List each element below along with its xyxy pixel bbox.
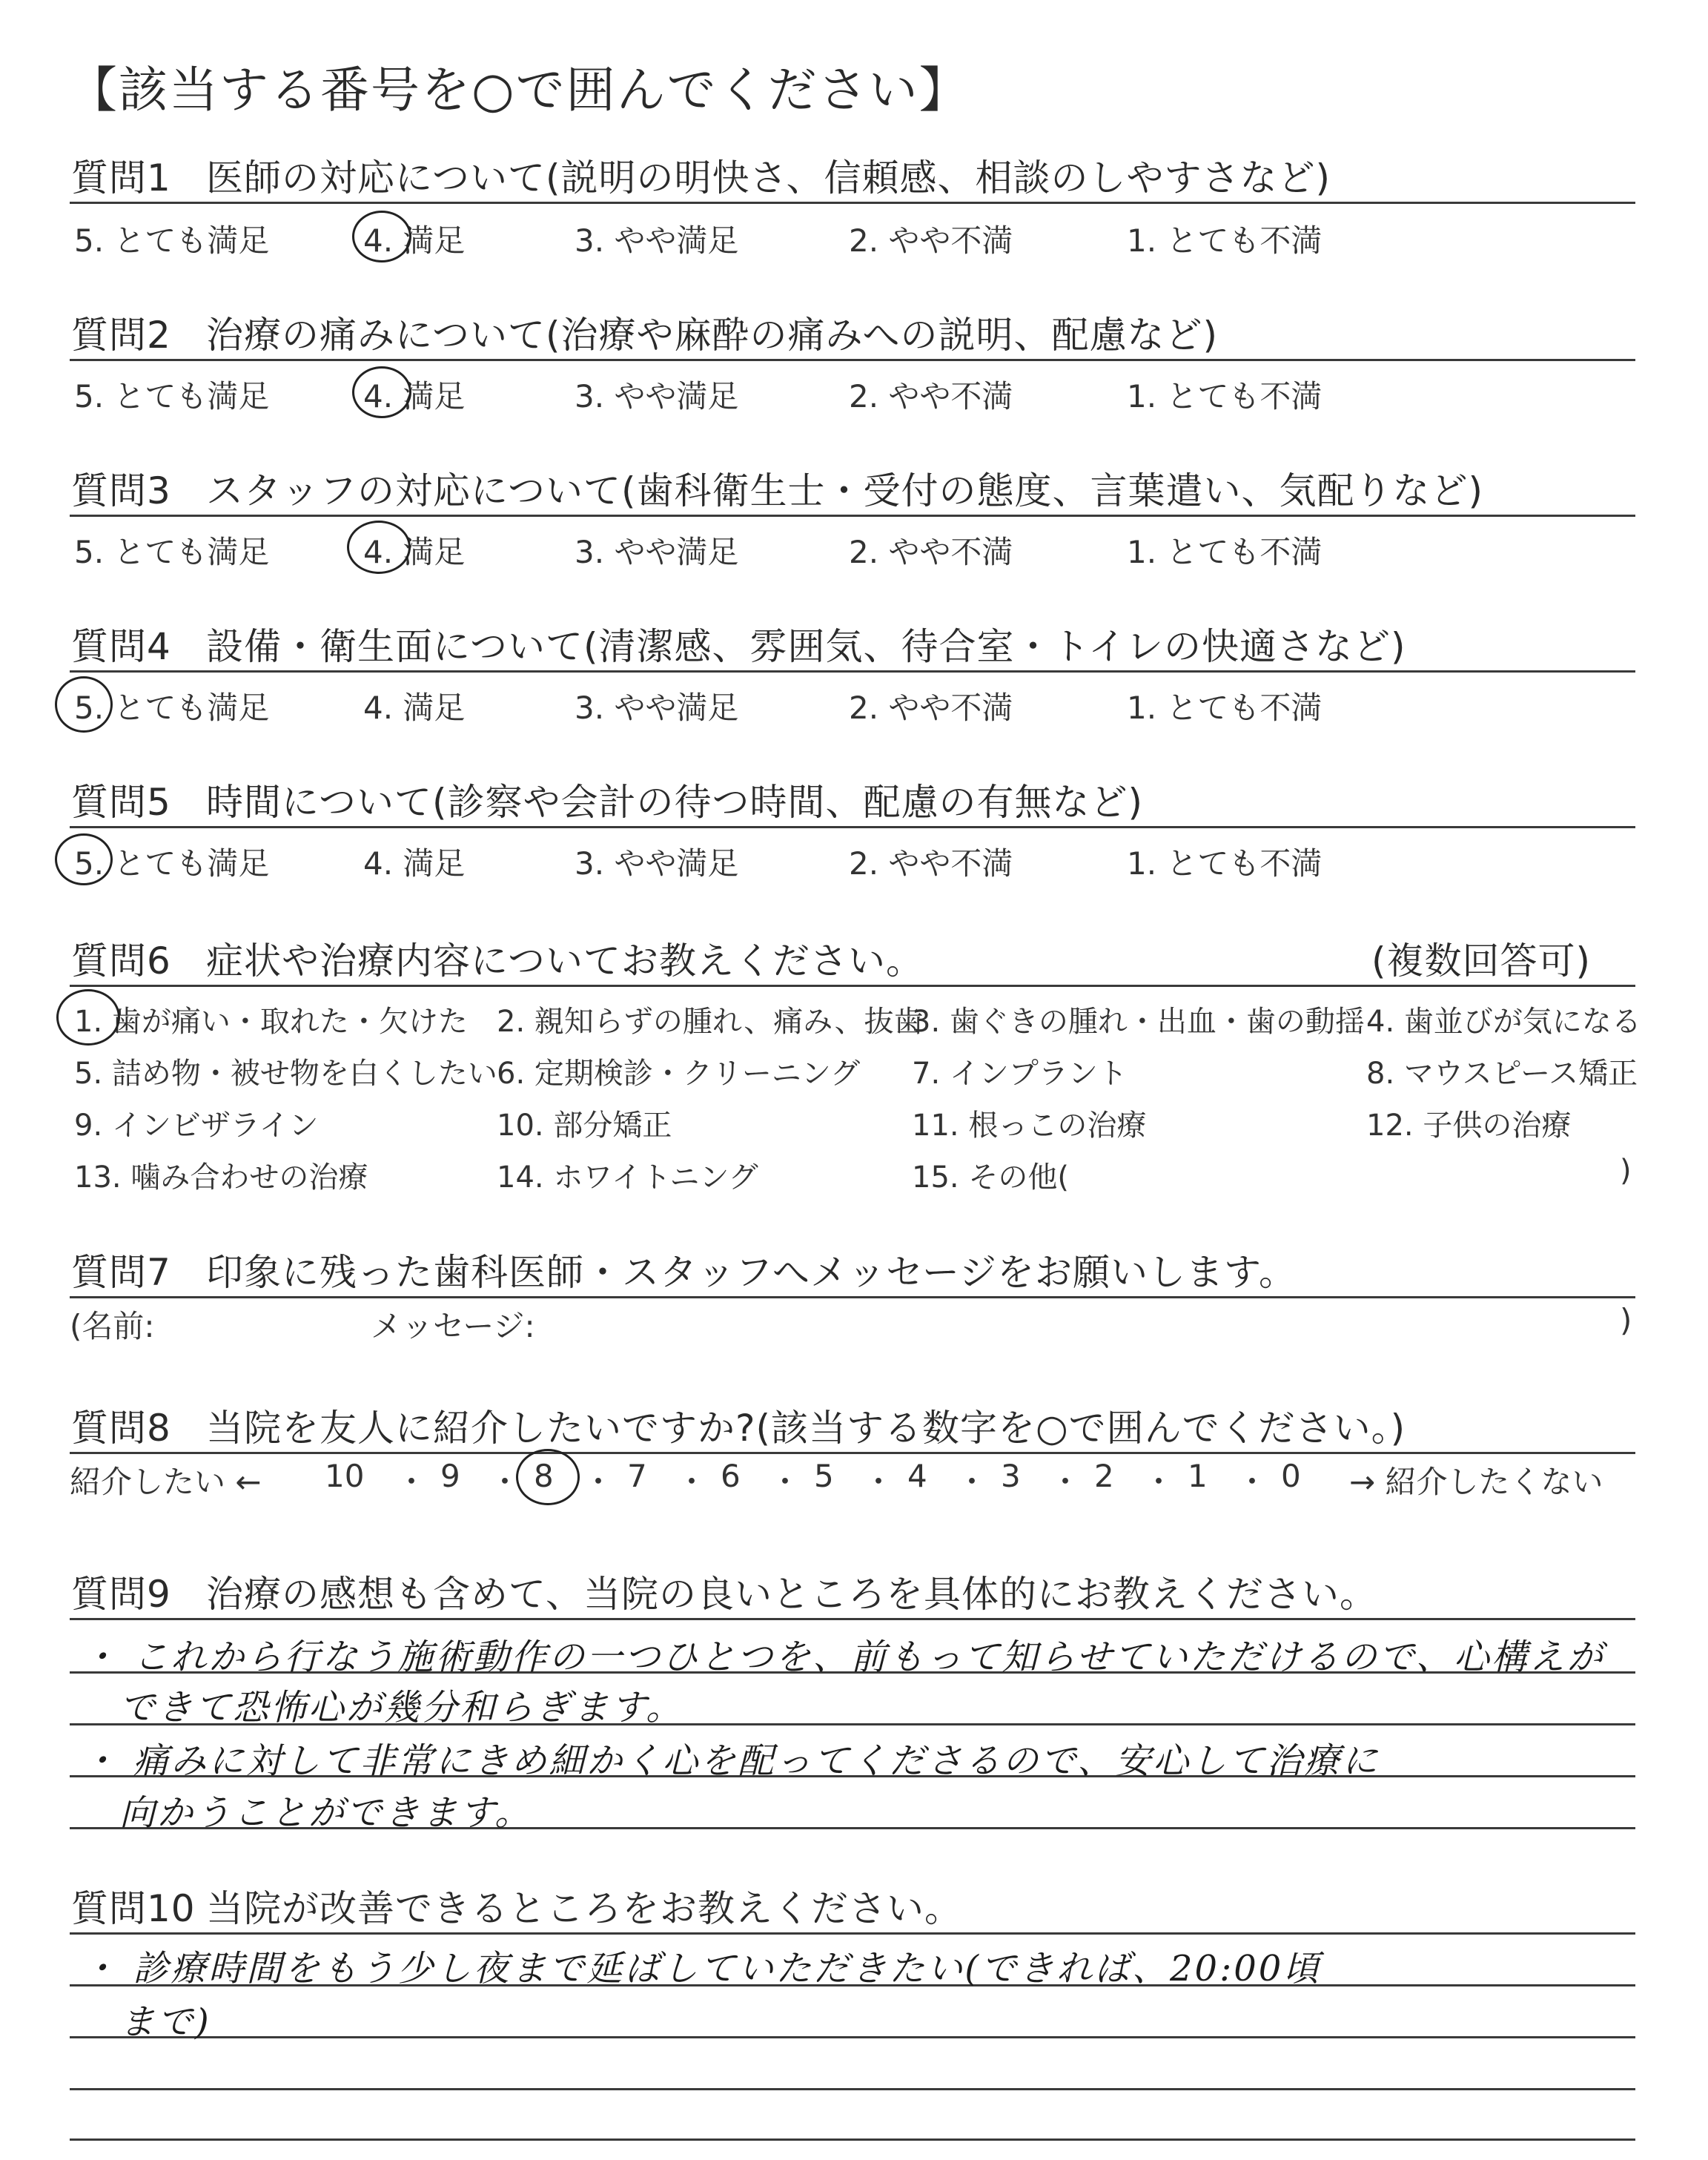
scale-6[interactable]: 6 (721, 1458, 741, 1494)
q6-item-4[interactable]: 4. 歯並びが気になる (1366, 1005, 1641, 1039)
divider (70, 985, 1635, 987)
q5-option-5[interactable]: 5. とても満足 (74, 845, 270, 882)
q6-item-15[interactable]: 15. その他( (912, 1160, 1069, 1195)
divider (70, 515, 1635, 517)
scale-8[interactable]: 8 (534, 1458, 554, 1494)
q6-item-3[interactable]: 3. 歯ぐきの腫れ・出血・歯の動揺 (912, 1005, 1365, 1039)
question-2-label: 質問2 (71, 314, 171, 357)
q6-item-2[interactable]: 2. 親知らずの腫れ、痛み、抜歯 (497, 1005, 924, 1039)
scale-sep: ・ (489, 1464, 521, 1500)
divider (70, 1932, 1635, 1935)
divider (70, 359, 1635, 361)
q1-option-1[interactable]: 1. とても不満 (1127, 222, 1323, 259)
scale-sep: ・ (676, 1464, 708, 1500)
q5-option-1[interactable]: 1. とても不満 (1127, 845, 1323, 882)
q8-selection-circle (516, 1449, 580, 1505)
q1-option-3[interactable]: 3. やや満足 (575, 222, 739, 259)
q1-option-5[interactable]: 5. とても満足 (74, 222, 270, 259)
question-3-label: 質問3 (71, 469, 171, 512)
scale-0[interactable]: 0 (1281, 1458, 1301, 1494)
scale-2[interactable]: 2 (1094, 1458, 1114, 1494)
q4-option-4[interactable]: 4. 満足 (363, 690, 466, 726)
scale-4[interactable]: 4 (907, 1458, 927, 1494)
q6-item-9[interactable]: 9. インビザライン (74, 1109, 319, 1143)
q5-option-3[interactable]: 3. やや満足 (575, 845, 739, 882)
q2-selection-circle (352, 366, 411, 418)
q5-option-2[interactable]: 2. やや不満 (849, 845, 1013, 882)
q9-answer-line-3: ・ 痛みに対して非常にきめ細かく心を配ってくださるので、安心して治療に (82, 1740, 1380, 1782)
answer-line (70, 2036, 1635, 2038)
page-title: 【該当する番号を○で囲んでください】 (68, 62, 970, 119)
question-10-label: 質問10 (71, 1887, 196, 1930)
q1-option-4[interactable]: 4. 満足 (363, 222, 466, 259)
q9-answer-line-1: ・ これから行なう施術動作の一つひとつを、前もって知らせていただけるので、心構えが (82, 1636, 1605, 1678)
q2-option-2[interactable]: 2. やや不満 (849, 378, 1013, 415)
q6-item-6[interactable]: 6. 定期検診・クリーニング (497, 1057, 861, 1091)
q6-item-12[interactable]: 12. 子供の治療 (1366, 1109, 1572, 1143)
q1-option-2[interactable]: 2. やや不満 (849, 222, 1013, 259)
message-label: メッセージ: (371, 1308, 535, 1344)
q3-option-4[interactable]: 4. 満足 (363, 534, 466, 570)
answer-line (70, 2088, 1635, 2090)
q2-option-1[interactable]: 1. とても不満 (1127, 378, 1323, 415)
question-9-label: 質問9 (71, 1573, 171, 1616)
question-6-text: 症状や治療内容についてお教えください。 (206, 939, 924, 982)
q6-item-13[interactable]: 13. 噛み合わせの治療 (74, 1160, 368, 1195)
q3-option-1[interactable]: 1. とても不満 (1127, 534, 1323, 570)
message-close-paren: ) (1620, 1302, 1632, 1338)
question-5-label: 質問5 (71, 781, 171, 824)
q4-option-3[interactable]: 3. やや満足 (575, 690, 739, 726)
q3-option-5[interactable]: 5. とても満足 (74, 534, 270, 570)
scale-sep: ・ (1237, 1464, 1268, 1500)
scale-sep: ・ (1143, 1464, 1175, 1500)
scale-5[interactable]: 5 (814, 1458, 834, 1494)
q2-option-4[interactable]: 4. 満足 (363, 378, 466, 415)
q10-answer-line-1: ・ 診療時間をもう少し夜まで延ばしていただきたい(できれば、20:00頃 (82, 1948, 1322, 1989)
q6-item-15-close: ) (1620, 1154, 1632, 1188)
q4-option-1[interactable]: 1. とても不満 (1127, 690, 1323, 726)
q2-option-3[interactable]: 3. やや満足 (575, 378, 739, 415)
scale-sep: ・ (769, 1464, 801, 1500)
q1-selection-circle (352, 211, 411, 262)
scale-9[interactable]: 9 (440, 1458, 460, 1494)
q4-option-2[interactable]: 2. やや不満 (849, 690, 1013, 726)
recommend-left-label: 紹介したい ← (70, 1464, 262, 1500)
q6-item-1[interactable]: 1. 歯が痛い・取れた・欠けた (74, 1005, 468, 1039)
divider (70, 1296, 1635, 1298)
q3-option-3[interactable]: 3. やや満足 (575, 534, 739, 570)
scale-sep: ・ (583, 1464, 615, 1500)
divider (70, 670, 1635, 673)
question-5-text: 時間について(診察や会計の待つ時間、配慮の有無など) (206, 781, 1144, 824)
question-1-label: 質問1 (71, 156, 171, 199)
q6-item-5[interactable]: 5. 詰め物・被せ物を白くしたい (74, 1057, 497, 1091)
question-2-text: 治療の痛みについて(治療や麻酔の痛みへの説明、配慮など) (206, 314, 1219, 357)
q6-selection-circle (56, 989, 120, 1046)
question-7-label: 質問7 (71, 1251, 171, 1294)
q6-item-10[interactable]: 10. 部分矯正 (497, 1109, 672, 1143)
scale-3[interactable]: 3 (1001, 1458, 1021, 1494)
q9-answer-line-2: できて恐怖心が幾分和らぎます。 (82, 1687, 684, 1728)
scale-7[interactable]: 7 (627, 1458, 647, 1494)
scale-sep: ・ (396, 1464, 428, 1500)
q4-option-5[interactable]: 5. とても満足 (74, 690, 270, 726)
q2-option-5[interactable]: 5. とても満足 (74, 378, 270, 415)
divider (70, 826, 1635, 828)
q6-item-8[interactable]: 8. マウスピース矯正 (1366, 1057, 1638, 1091)
scale-sep: ・ (1050, 1464, 1082, 1500)
recommend-right-label: → 紹介したくない (1349, 1464, 1603, 1500)
question-6-label: 質問6 (71, 939, 171, 982)
answer-line (70, 2138, 1635, 2141)
divider (70, 1618, 1635, 1620)
scale-10[interactable]: 10 (325, 1458, 365, 1494)
q4-selection-circle (55, 676, 113, 733)
question-4-label: 質問4 (71, 625, 171, 668)
divider (70, 202, 1635, 204)
scale-sep: ・ (863, 1464, 895, 1500)
question-8-label: 質問8 (71, 1407, 171, 1450)
question-10-text: 当院が改善できるところをお教えください。 (206, 1887, 962, 1930)
question-7-text: 印象に残った歯科医師・スタッフへメッセージをお願いします。 (206, 1251, 1297, 1294)
q3-selection-circle (347, 521, 411, 574)
q6-item-7[interactable]: 7. インプラント (912, 1057, 1128, 1091)
question-8-text: 当院を友人に紹介したいですか?(該当する数字を○で囲んでください。) (206, 1407, 1406, 1450)
name-label: (名前: (70, 1308, 155, 1344)
divider (70, 1452, 1635, 1454)
q10-answer-line-2: まで) (82, 2001, 211, 2043)
q3-option-2[interactable]: 2. やや不満 (849, 534, 1013, 570)
q6-item-11[interactable]: 11. 根っこの治療 (912, 1109, 1147, 1143)
multiple-answers-note: (複数回答可) (1371, 939, 1592, 982)
q6-item-14[interactable]: 14. ホワイトニング (497, 1160, 758, 1195)
question-4-text: 設備・衛生面について(清潔感、雰囲気、待合室・トイレの快適さなど) (206, 625, 1406, 668)
question-1-text: 医師の対応について(説明の明快さ、信頼感、相談のしやすさなど) (206, 156, 1331, 199)
scale-sep: ・ (956, 1464, 988, 1500)
q5-option-4[interactable]: 4. 満足 (363, 845, 466, 882)
scale-1[interactable]: 1 (1188, 1458, 1208, 1494)
question-9-text: 治療の感想も含めて、当院の良いところを具体的にお教えください。 (206, 1573, 1377, 1616)
q9-answer-line-4: 向かうことができます。 (82, 1792, 533, 1834)
q5-selection-circle (55, 833, 113, 885)
question-3-text: スタッフの対応について(歯科衛生士・受付の態度、言葉遣い、気配りなど) (206, 469, 1484, 512)
